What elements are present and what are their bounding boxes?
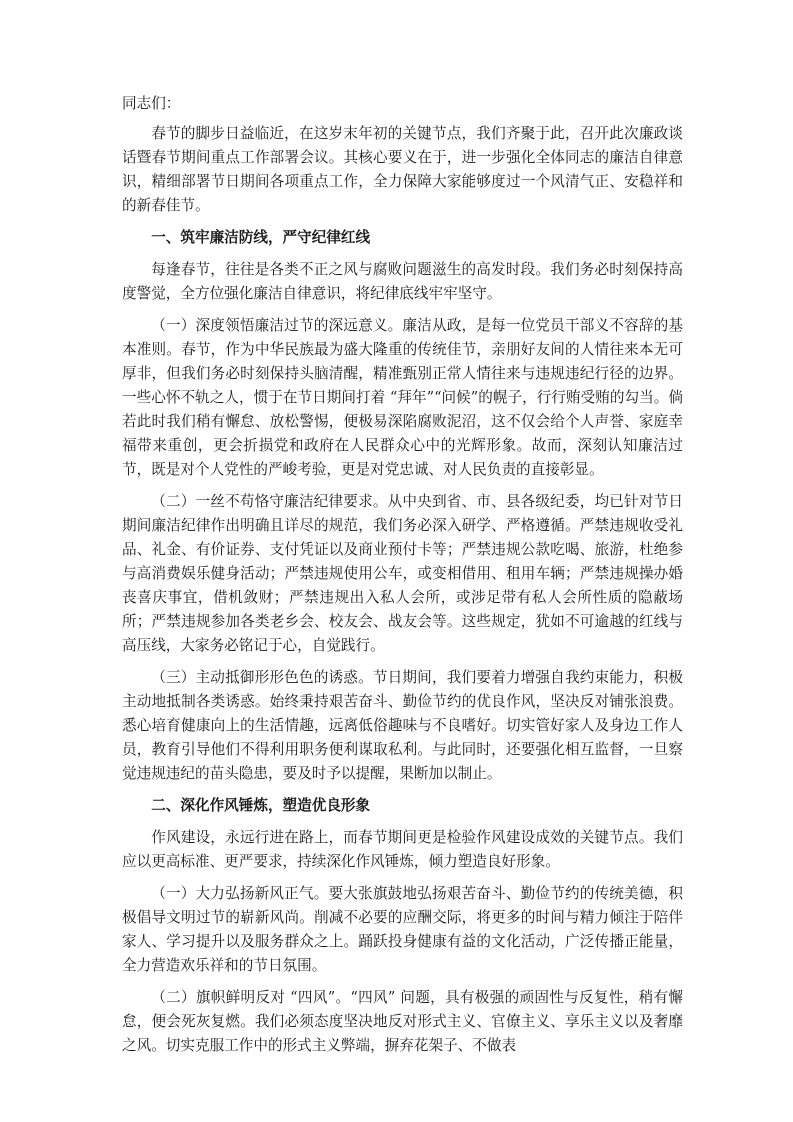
section-heading-1: 一、筑牢廉洁防线，严守纪律红线	[151, 229, 371, 246]
section-1-item-1: （一）深度领悟廉洁过节的深远意义。廉洁从政，是每一位党员干部义不容辞的基本准则。春节，作为中华民族最为盛大隆重的传统佳节，亲朋好友间的人情往来本无可厚非，但我们务必时刻保持头脑清醒，精准甄别正常人情往来与违规违纪行径的边界。一些心怀不轨之人，惯于在节日期间打着 “拜年”“问候”的幌子，行行贿受贿的勾当。倘若此时我们稍有懈怠、放松警惕，便极易深陷腐败泥沼，这不仅会给个人声誉、家庭幸福带来重创，更会折损党和政府在人民群众心中的光辉形象。故而，深刻认知廉洁过节，既是对个人党性的严峻考验，更是对党忠诚、对人民负责的直接彰显。	[122, 317, 683, 478]
section-2-item-2: （二）旗帜鲜明反对 “四风”。“四风” 问题，具有极强的顽固性与反复性，稍有懈怠，便会死灰复燃。我们必须态度坚决地反对形式主义、官僚主义、享乐主义以及奢靡之风。切实克服工作中的形式主义弊端，摒弃花架子、不做表	[122, 989, 683, 1054]
section-1-item-3: （三）主动抵御形形色色的诱惑。节日期间，我们要着力增强自我约束能力，积极主动地抵制各类诱惑。始终秉持艰苦奋斗、勤俭节约的优良作风，坚决反对铺张浪费。悉心培育健康向上的生活情趣，远离低俗趣味与不良嗜好。切实管好家人及身边工作人员，教育引导他们不得利用职务便利谋取私利。与此同时，还要强化相互监督，一旦察觉违规违纪的苗头隐患，要及时予以提醒，果断加以制止。	[122, 669, 683, 782]
section-2-intro: 作风建设，永远行进在路上，而春节期间更是检验作风建设成效的关键节点。我们应以更高标准、更严要求，持续深化作风锤炼，倾力塑造良好形象。	[122, 829, 683, 870]
section-1-intro: 每逢春节，往往是各类不正之风与腐败问题滋生的高发时段。我们务必时刻保持高度警觉，全方位强化廉洁自律意识，将纪律底线牢牢坚守。	[122, 261, 683, 302]
salutation: 同志们：	[122, 95, 181, 112]
intro-paragraph: 春节的脚步日益临近，在这岁末年初的关键节点，我们齐聚于此，召开此次廉政谈话暨春节期间重点工作部署会议。其核心要义在于，进一步强化全体同志的廉洁自律意识，精细部署节日期间各项重点工作，全力保障大家能够度过一个风清气正、安稳祥和的新春佳节。	[122, 125, 683, 214]
section-2-item-1: （一）大力弘扬新风正气。要大张旗鼓地弘扬艰苦奋斗、勤俭节约的传统美德，积极倡导文明过节的崭新风尚。削减不必要的应酬交际，将更多的时间与精力倾注于陪伴家人、学习提升以及服务群众之上。踊跃投身健康有益的文化活动，广泛传播正能量，全力营造欢乐祥和的节日氛围。	[122, 885, 683, 974]
section-heading-2: 二、深化作风锤炼，塑造优良形象	[151, 797, 371, 814]
section-1-item-2: （二）一丝不苟恪守廉洁纪律要求。从中央到省、市、县各级纪委，均已针对节日期间廉洁纪律作出明确且详尽的规范，我们务必深入研学、严格遵循。严禁违规收受礼品、礼金、有价证券、支付凭证以及商业预付卡等；严禁违规公款吃喝、旅游，杜绝参与高消费娱乐健身活动；严禁违规使用公车，或变相借用、租用车辆；严禁违规操办婚丧喜庆事宜，借机敛财；严禁违规出入私人会所，或涉足带有私人会所性质的隐蔽场所；严禁违规参加各类老乡会、校友会、战友会等。这些规定，犹如不可逾越的红线与高压线，大家务必铭记于心，自觉践行。	[122, 493, 683, 654]
